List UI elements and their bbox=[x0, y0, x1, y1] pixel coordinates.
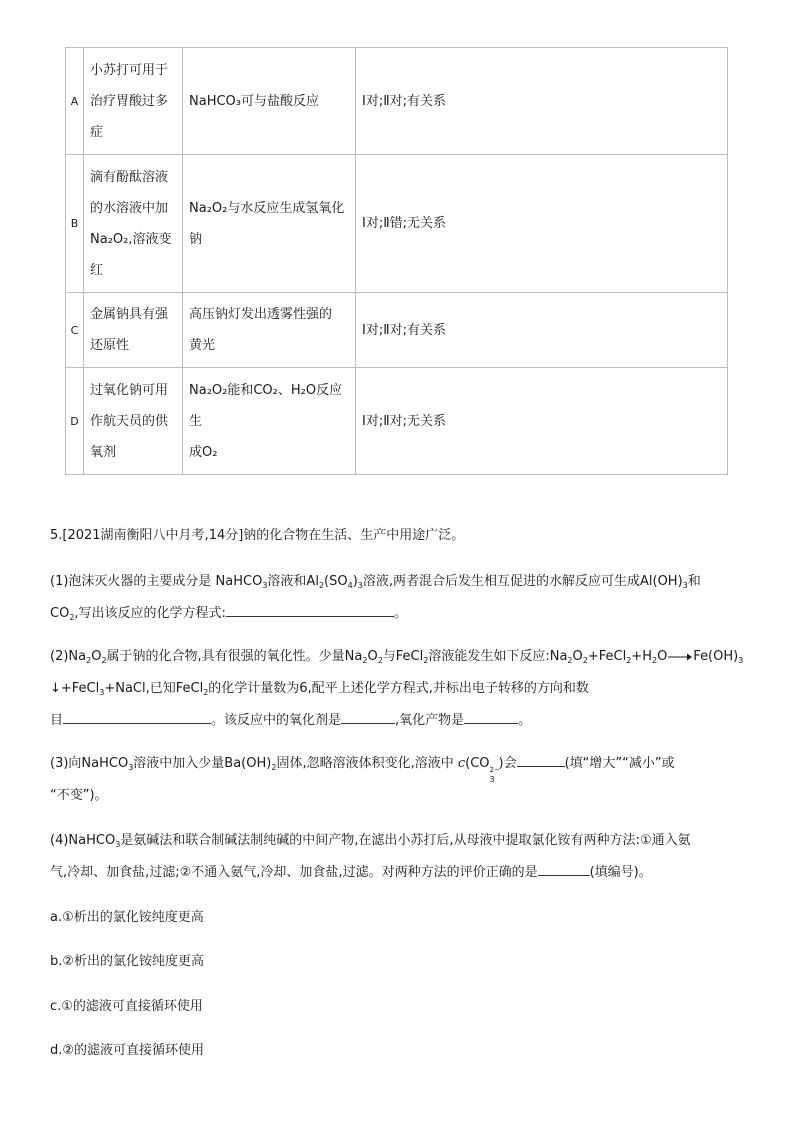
statement-2-line: NaHCO₃可与盐酸反应 bbox=[189, 93, 319, 109]
statement-1-line: 金属钠具有强 bbox=[90, 307, 169, 322]
question-5-part-4: (4)NaHCO$_3$是氨碱法和联合制碱法制纯碱的中间产物,在滤出小苏打后,从母液中提取氯化铵有两种方法:①通入氨 气,冷却、加食盐,过滤;②不通入氨气,冷却、加食盐,过滤。对两种方法的评价正确的是 (填编号)。 bbox=[50, 833, 691, 880]
option-letter: C bbox=[66, 293, 84, 368]
answer-blank-5[interactable] bbox=[517, 752, 565, 767]
statement-2-cell bbox=[183, 368, 356, 475]
statement-2-cell bbox=[183, 293, 356, 368]
question-5-part-2: $(2)Na_2O_2$属于钠的化合物,具有很强的氧化性。少量$Na_2O_2$与FeCl$_2$溶液能发生如下反应$:Na_2O_2+FeCl_2+H_2O$ $Fe(OH)_3$ ↓+FeCl$_3$+NaCl,已知FeCl$_2$的化学计量数为6,配平上述化学方程式,并标出电子转移的方向和数 目 。该反应中的氧化剂是 ,氧化产物是 。 bbox=[50, 649, 744, 728]
answer-blank-1[interactable] bbox=[226, 602, 394, 617]
statement-2-line: 钠 bbox=[189, 231, 203, 247]
statement-1-cell bbox=[84, 293, 183, 368]
table-row bbox=[66, 155, 728, 293]
statement-1-line: Na₂O₂,溶液变 bbox=[90, 231, 172, 247]
judgement-cell: Ⅰ对;Ⅱ对;有关系 bbox=[356, 48, 728, 155]
statement-1-cell bbox=[84, 155, 183, 293]
statement-1-line: 治疗胃酸过多 bbox=[90, 93, 169, 109]
statement-1-line: 还原性 bbox=[90, 338, 130, 353]
statement-2-line: 成O₂ bbox=[189, 444, 218, 460]
statement-1-line: 症 bbox=[90, 124, 104, 140]
statement-1-line: 的水溶液中加 bbox=[90, 200, 169, 216]
choice-d[interactable]: d.②的滤液可直接循环使用 bbox=[50, 1043, 205, 1058]
statement-2-line: Na₂O₂能和CO₂、H₂O反应生 bbox=[189, 382, 343, 429]
table-row bbox=[66, 48, 728, 155]
judgement-cell: Ⅰ对;Ⅱ对;有关系 bbox=[356, 293, 728, 368]
reaction-arrow-icon bbox=[667, 652, 693, 662]
statement-2-cell bbox=[183, 48, 356, 155]
table-row bbox=[66, 368, 728, 475]
judgement-cell: Ⅰ对;Ⅱ错;无关系 bbox=[356, 155, 728, 293]
statement-2-line: 高压钠灯发出透雾性强的 bbox=[189, 307, 333, 322]
statement-1-cell bbox=[84, 48, 183, 155]
answer-blank-4[interactable] bbox=[464, 709, 518, 724]
question-5-part-1: (1)泡沫灭火器的主要成分是 NaHCO$_3$溶液和$Al_2(SO_4)_3$溶液,两者混合后发生相互促进的水解反应可生成$Al(OH)_3$和 $CO_2$,写出该反应的化学方程式: 。 bbox=[50, 574, 701, 622]
statement-1-line: 氧剂 bbox=[90, 444, 117, 460]
answer-blank-6[interactable] bbox=[538, 861, 590, 876]
option-letter: A bbox=[66, 48, 84, 155]
choice-a[interactable]: a.①析出的氯化铵纯度更高 bbox=[50, 910, 204, 925]
statement-1-line: 作航天员的供 bbox=[90, 413, 169, 429]
options-table bbox=[65, 47, 728, 475]
statement-2-cell bbox=[183, 155, 356, 293]
choice-b[interactable]: b.②析出的氯化铵纯度更高 bbox=[50, 954, 205, 969]
choice-c[interactable]: c.①的滤液可直接循环使用 bbox=[50, 999, 203, 1014]
answer-blank-2[interactable] bbox=[63, 709, 211, 724]
answer-blank-3[interactable] bbox=[341, 709, 395, 724]
statement-1-line: 红 bbox=[90, 262, 104, 278]
table-row bbox=[66, 293, 728, 368]
statement-1-line: 滴有酚酞溶液 bbox=[90, 169, 169, 185]
statement-1-cell bbox=[84, 368, 183, 475]
judgement-cell: Ⅰ对;Ⅱ对;无关系 bbox=[356, 368, 728, 475]
question-5-head: 5.[2021湖南衡阳八中月考,14分]钠的化合物在生活、生产中用途广泛。 bbox=[50, 528, 465, 543]
statement-1-line: 过氧化钠可用 bbox=[90, 382, 169, 398]
statement-2-line: 黄光 bbox=[189, 338, 216, 353]
statement-1-line: 小苏打可用于 bbox=[90, 62, 169, 78]
question-5-part-3: (3)向NaHCO$_3$溶液中加入少量$Ba(OH)_2$固体,忽略溶液体积变化,溶液中 c(CO 2− 3 )会 (填“增大”“减小”或 “不变”)。 bbox=[50, 748, 750, 811]
statement-2-line: Na₂O₂与水反应生成氢氧化 bbox=[189, 200, 345, 216]
option-letter: D bbox=[66, 368, 84, 475]
option-letter: B bbox=[66, 155, 84, 293]
